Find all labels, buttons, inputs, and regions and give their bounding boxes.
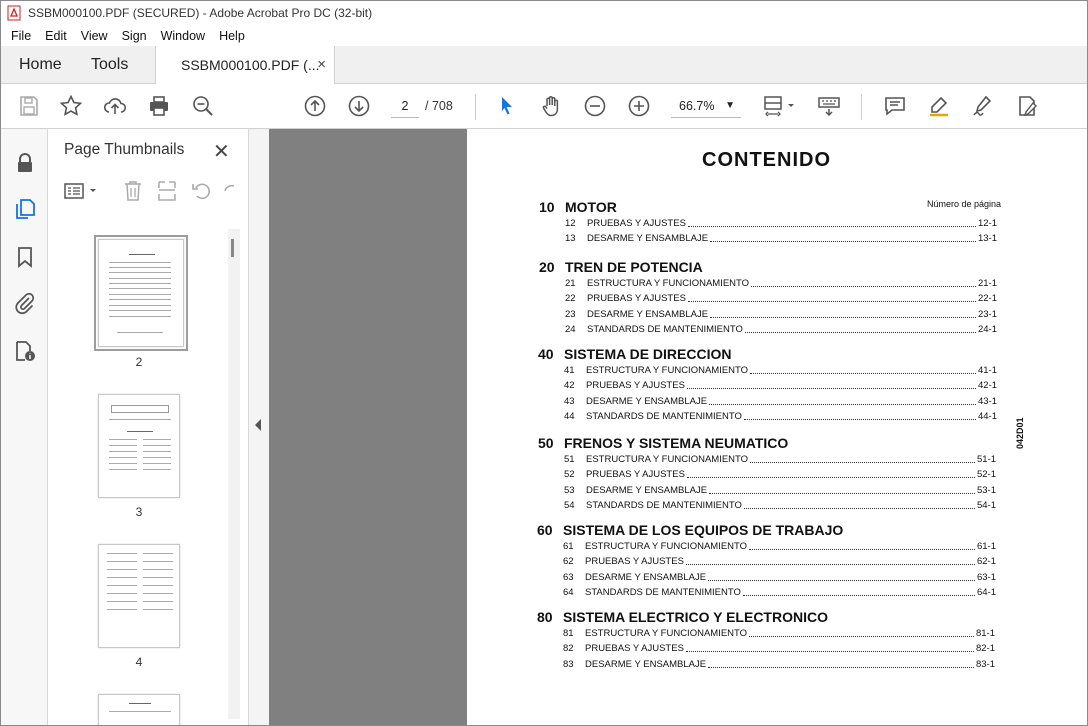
zoom-in-icon[interactable]: [627, 94, 651, 118]
page-title: CONTENIDO: [702, 149, 831, 171]
menu-file[interactable]: File: [11, 28, 32, 43]
entry-number: 13: [565, 233, 576, 245]
entry-title: DESARME Y ENSAMBLAJE: [586, 484, 708, 496]
pdf-page: [467, 129, 1087, 726]
dot-leader: [688, 226, 976, 227]
entry-title: STANDARDS DE MANTENIMIENTO: [586, 499, 742, 511]
entry-title: DESARME Y ENSAMBLAJE: [585, 571, 707, 583]
toc-entry[interactable]: [565, 293, 997, 304]
dot-leader: [749, 549, 975, 550]
toolbar-divider: [861, 94, 862, 120]
entry-page: 52-1: [976, 469, 996, 481]
entry-page: 83-1: [975, 658, 995, 670]
entry-title: ESTRUCTURA Y FUNCIONAMIENTO: [585, 628, 748, 639]
entry-number: 51: [564, 454, 575, 465]
menu-view[interactable]: View: [80, 28, 108, 43]
menu-help[interactable]: Help: [219, 28, 245, 43]
dot-leader: [709, 404, 976, 405]
dot-leader: [744, 419, 976, 420]
zoom-level: 66.7%: [679, 99, 715, 113]
dot-leader: [686, 651, 974, 652]
toc-entry[interactable]: [565, 278, 997, 289]
dot-leader: [743, 595, 975, 596]
thumbnail-label: 3: [135, 505, 143, 519]
entry-page: 12-1: [977, 218, 997, 229]
bookmark-icon[interactable]: [13, 245, 37, 269]
dot-leader: [744, 508, 975, 509]
page-thumbnail[interactable]: [98, 239, 184, 347]
entry-title: PRUEBAS Y AJUSTES: [586, 469, 685, 481]
lock-icon[interactable]: [13, 151, 37, 175]
entry-title: PRUEBAS Y AJUSTES: [586, 380, 685, 392]
entry-page: 24-1: [977, 323, 997, 335]
section-number: 20: [539, 259, 555, 275]
title-bar: [1, 1, 1087, 25]
tab-tools[interactable]: Tools: [91, 56, 129, 73]
section-title: SISTEMA ELECTRICO Y ELECTRONICO: [563, 609, 828, 625]
section-heading: [537, 609, 828, 625]
document-info-icon[interactable]: [13, 339, 37, 363]
entry-title: STANDARDS DE MANTENIMIENTO: [585, 586, 741, 598]
entry-page: 42-1: [977, 380, 997, 392]
entry-title: PRUEBAS Y AJUSTES: [587, 218, 686, 229]
page-total: / 708: [425, 99, 453, 113]
page-up-icon[interactable]: [303, 94, 327, 118]
entry-page: 53-1: [976, 484, 996, 496]
collapse-arrow-icon: [255, 419, 261, 431]
entry-page: 13-1: [977, 233, 997, 245]
dot-leader: [750, 373, 976, 374]
entry-title: DESARME Y ENSAMBLAJE: [585, 658, 707, 670]
toc-entry[interactable]: [563, 643, 995, 654]
menu-edit[interactable]: Edit: [45, 28, 67, 43]
entry-title: PRUEBAS Y AJUSTES: [585, 556, 684, 568]
section-number: 40: [538, 346, 554, 362]
dot-leader: [710, 241, 976, 242]
dot-leader: [687, 477, 975, 478]
entry-title: PRUEBAS Y AJUSTES: [587, 293, 686, 305]
chevron-down-icon: ▼: [725, 100, 735, 111]
left-tool-rail: [1, 129, 48, 726]
extract-page-icon[interactable]: [156, 179, 178, 203]
toc-entry[interactable]: [564, 454, 996, 465]
menu-bar: [1, 25, 1087, 46]
entry-number: 62: [563, 556, 574, 568]
entry-number: 83: [563, 658, 574, 670]
save-icon[interactable]: [17, 94, 41, 118]
entry-page: 82-1: [975, 643, 995, 655]
entry-number: 61: [563, 541, 574, 552]
entry-number: 63: [563, 571, 574, 583]
entry-page: 63-1: [976, 571, 996, 583]
entry-number: 53: [564, 484, 575, 496]
panel-title: Page Thumbnails: [64, 141, 185, 158]
dot-leader: [708, 667, 974, 668]
entry-number: 52: [564, 469, 575, 481]
entry-title: STANDARDS DE MANTENIMIENTO: [587, 323, 743, 335]
section-number: 10: [539, 199, 555, 215]
delete-page-icon[interactable]: [122, 179, 144, 203]
page-thumbnail[interactable]: [98, 544, 180, 648]
entry-page: 62-1: [976, 556, 996, 568]
zoom-out-icon[interactable]: [583, 94, 607, 118]
entry-page: 64-1: [976, 586, 996, 598]
entry-number: 54: [564, 499, 575, 511]
toc-entry[interactable]: [563, 556, 996, 567]
page-down-icon[interactable]: [347, 94, 371, 118]
dot-leader: [750, 462, 975, 463]
entry-number: 23: [565, 308, 576, 320]
fit-page-icon[interactable]: [763, 94, 797, 118]
thumbnail-scrollbar[interactable]: [228, 229, 240, 719]
hand-icon[interactable]: [539, 94, 563, 118]
entry-number: 42: [564, 380, 575, 392]
toc-entry[interactable]: [564, 411, 997, 422]
entry-title: DESARME Y ENSAMBLAJE: [586, 395, 708, 407]
entry-page: 61-1: [976, 541, 996, 552]
entry-page: 44-1: [977, 410, 997, 422]
toc-entry[interactable]: [564, 380, 997, 391]
toc-entry[interactable]: [565, 233, 997, 244]
page-thumbnails-icon[interactable]: [13, 197, 37, 221]
toc-entry[interactable]: [563, 628, 995, 639]
zoom-search-icon[interactable]: [191, 94, 215, 118]
tab-document[interactable]: [155, 46, 335, 84]
entry-page: 23-1: [977, 308, 997, 320]
menu-sign[interactable]: Sign: [121, 28, 147, 43]
toc-entry[interactable]: [563, 587, 996, 598]
highlight-icon[interactable]: [927, 94, 951, 118]
dot-leader: [687, 388, 976, 389]
select-cursor-icon[interactable]: [495, 94, 519, 118]
tab-home[interactable]: Home: [19, 56, 62, 73]
section-title: SISTEMA DE LOS EQUIPOS DE TRABAJO: [563, 522, 844, 538]
thumbnail-options-icon[interactable]: [64, 181, 100, 201]
close-tab-icon[interactable]: ×: [317, 56, 326, 73]
page-thumbnails-panel: [48, 129, 249, 726]
print-icon[interactable]: [147, 94, 171, 118]
thumbnail-list: [48, 214, 249, 726]
entry-page: 51-1: [976, 454, 996, 465]
entry-title: DESARME Y ENSAMBLAJE: [587, 233, 709, 245]
entry-number: 24: [565, 323, 576, 335]
section-title: MOTOR: [565, 199, 617, 215]
entry-number: 12: [565, 218, 576, 229]
thumbnail-label: 2: [135, 355, 143, 369]
entry-title: ESTRUCTURA Y FUNCIONAMIENTO: [586, 454, 749, 465]
toc-entry[interactable]: [563, 541, 996, 552]
toc-entry[interactable]: [564, 396, 997, 407]
section-title: SISTEMA DE DIRECCION: [564, 346, 732, 362]
panel-toolbar: [64, 179, 239, 203]
scrollbar-thumb[interactable]: [231, 239, 234, 257]
section-heading: [537, 522, 843, 538]
entry-number: 81: [563, 628, 574, 639]
upload-icon[interactable]: [103, 94, 127, 118]
dot-leader: [710, 317, 976, 318]
entry-title: DESARME Y ENSAMBLAJE: [587, 308, 709, 320]
edit-pdf-icon[interactable]: [1015, 94, 1039, 118]
keyboard-icon[interactable]: [817, 94, 841, 118]
entry-page: 54-1: [976, 499, 996, 511]
entry-title: PRUEBAS Y AJUSTES: [585, 643, 684, 655]
menu-window[interactable]: Window: [160, 28, 206, 43]
window-title: SSBM000100.PDF (SECURED) - Adobe Acrobat Pro DC (32-bit): [28, 6, 373, 20]
page-thumbnail[interactable]: [98, 694, 180, 726]
section-number: 80: [537, 609, 553, 625]
entry-number: 41: [564, 365, 575, 376]
sign-icon[interactable]: [971, 94, 995, 118]
entry-number: 64: [563, 586, 574, 598]
toc-entry[interactable]: [565, 324, 997, 335]
main-toolbar: [1, 84, 1087, 129]
acrobat-logo-icon: [7, 5, 21, 21]
toc-entry[interactable]: [564, 469, 996, 480]
entry-number: 43: [564, 395, 575, 407]
entry-title: ESTRUCTURA Y FUNCIONAMIENTO: [587, 278, 750, 289]
toc-entry[interactable]: [563, 572, 996, 583]
entry-number: 22: [565, 293, 576, 305]
section-number: 50: [538, 435, 554, 451]
section-heading: [539, 199, 617, 215]
section-title: TREN DE POTENCIA: [565, 259, 703, 275]
entry-title: ESTRUCTURA Y FUNCIONAMIENTO: [585, 541, 748, 552]
document-viewer: [269, 129, 1087, 726]
page-number-input[interactable]: 2: [391, 94, 419, 118]
tab-bar: [1, 46, 1087, 84]
rotate-left-icon[interactable]: [190, 179, 212, 203]
dot-leader: [745, 332, 976, 333]
entry-page: 81-1: [975, 628, 995, 639]
thumbnail-label: 4: [135, 655, 143, 669]
dot-leader: [751, 286, 976, 287]
entry-number: 21: [565, 278, 576, 289]
entry-number: 82: [563, 643, 574, 655]
entry-title: STANDARDS DE MANTENIMIENTO: [586, 410, 742, 422]
bookmark-star-icon[interactable]: [59, 94, 83, 118]
attachment-icon[interactable]: [13, 291, 37, 315]
section-heading: [539, 259, 703, 275]
toc-entry[interactable]: [563, 659, 995, 670]
toc-entry[interactable]: [565, 309, 997, 320]
toc-entry[interactable]: [565, 218, 997, 229]
entry-page: 22-1: [977, 293, 997, 305]
section-heading: [538, 435, 788, 451]
page-number-header: Número de página: [927, 199, 1002, 209]
dot-leader: [709, 493, 975, 494]
section-title: FRENOS Y SISTEMA NEUMATICO: [564, 435, 789, 451]
panel-collapse-handle[interactable]: [249, 129, 269, 726]
rotate-right-icon[interactable]: [222, 179, 236, 203]
zoom-level-dropdown[interactable]: [671, 94, 741, 118]
entry-page: 43-1: [977, 395, 997, 407]
close-panel-icon[interactable]: ✕: [213, 141, 230, 163]
section-heading: [538, 346, 732, 362]
toc-entry[interactable]: [564, 500, 996, 511]
entry-page: 21-1: [977, 278, 997, 289]
toc-entry[interactable]: [564, 485, 996, 496]
side-code: 042D01: [1015, 417, 1025, 449]
comment-icon[interactable]: [883, 94, 907, 118]
entry-number: 44: [564, 410, 575, 422]
entry-page: 41-1: [977, 365, 997, 376]
page-thumbnail[interactable]: [98, 394, 180, 498]
toolbar-divider: [475, 94, 476, 120]
dot-leader: [688, 301, 976, 302]
entry-title: ESTRUCTURA Y FUNCIONAMIENTO: [586, 365, 749, 376]
dot-leader: [708, 580, 975, 581]
tab-document-label: SSBM000100.PDF (...: [181, 57, 320, 73]
dot-leader: [749, 636, 974, 637]
dot-leader: [686, 564, 975, 565]
toc-entry[interactable]: [564, 365, 997, 376]
section-number: 60: [537, 522, 553, 538]
